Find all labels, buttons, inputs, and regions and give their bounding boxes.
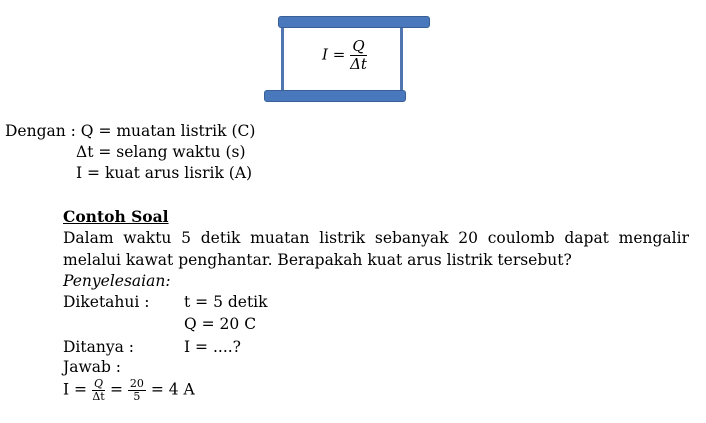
example-text-line1: Dalam waktu 5 detik muatan listrik sebanyak 20 coulomb dapat mengalir — [63, 229, 689, 247]
banner-top-scroll — [278, 16, 430, 28]
formula-denominator: Δt — [350, 55, 367, 73]
formula-lhs: I — [322, 45, 328, 64]
answer-f1-den: Δt — [92, 390, 105, 403]
example-text-line2: melalui kawat penghantar. Berapakah kuat arus listrik tersebut? — [63, 251, 572, 269]
answer-label: Jawab : — [63, 358, 122, 376]
definition-q: Dengan : Q = muatan listrik (C) — [5, 122, 256, 140]
formula-equals: = — [332, 45, 346, 64]
current-formula — [322, 38, 367, 73]
answer-f2-num: 20 — [129, 377, 144, 390]
asked-value: I = ....? — [184, 338, 241, 356]
definition-dt: Δt = selang waktu (s) — [76, 143, 246, 161]
banner-bottom-scroll — [264, 90, 406, 102]
answer-fraction-symbolic — [92, 378, 105, 403]
answer-fraction-numeric — [128, 378, 146, 403]
solution-label: Penyelesaian: — [63, 272, 171, 290]
answer-lhs: I = — [63, 380, 88, 399]
answer-result: = 4 A — [150, 380, 195, 399]
known-t: t = 5 detik — [184, 293, 268, 311]
answer-f1-num: Q — [93, 377, 104, 390]
example-heading: Contoh Soal — [63, 207, 169, 226]
answer-equation — [63, 378, 195, 403]
definition-i: I = kuat arus lisrik (A) — [76, 164, 253, 182]
formula-fraction — [350, 38, 367, 73]
known-label: Diketahui : — [63, 293, 150, 311]
formula-numerator: Q — [350, 38, 367, 56]
answer-equals: = — [109, 380, 123, 399]
known-q: Q = 20 C — [184, 315, 257, 333]
asked-label: Ditanya : — [63, 338, 134, 356]
answer-f2-den: 5 — [133, 390, 141, 403]
